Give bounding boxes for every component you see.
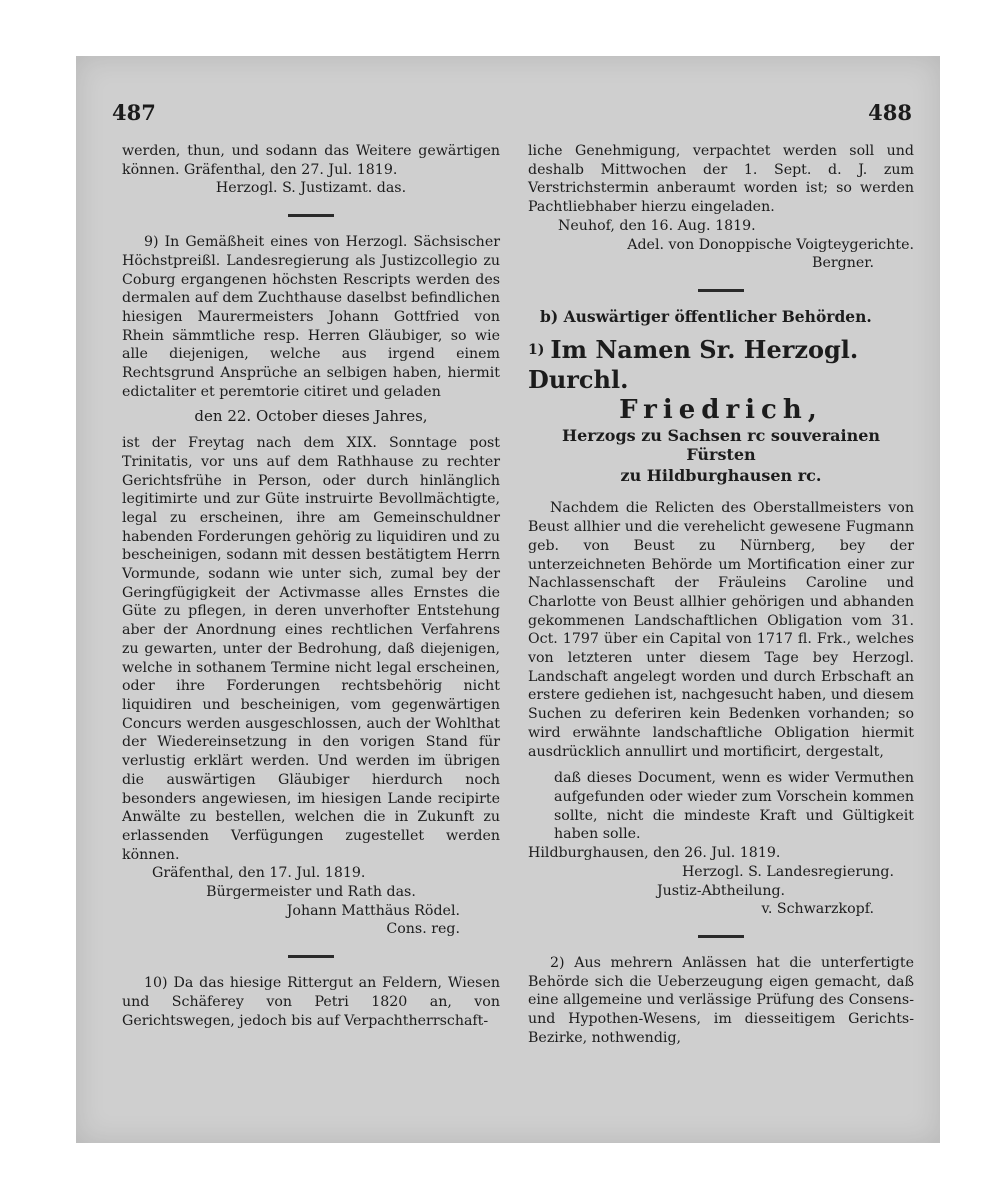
notice-9-date: den 22. October dieses Jahres, xyxy=(194,407,428,426)
decree-title-line-4: zu Hildburghausen rc. xyxy=(620,465,822,485)
notice-9-signature-title: Cons. reg. xyxy=(386,921,460,938)
notice-10-signature-name: Bergner. xyxy=(812,255,874,272)
page-number-right: 488 xyxy=(868,100,912,125)
notice-10-continued: liche Genehmigung, verpachtet werden soll und deshalb Mittwochen der 1. Sept. d. J. zum Verstrichstermin anberaumt worden ist; so werden Pachtliebhaber hierzu eingeladen. xyxy=(528,143,914,216)
decree-signature-name: v. Schwarzkopf. xyxy=(761,901,874,918)
separator-rule xyxy=(698,935,744,938)
notice-9-text: 9) In Gemäßheit eines von Herzogl. Sächsischer Höchstpreißl. Landesregierung als Justizcollegio zu Coburg ergangenen höchsten Rescripts werden des dermalen auf dem Zuchthause daselbst befindlichen hiesigen Maurermeisters Johann Gottfried von Rhein sämmtliche resp. Herren Gläubiger, so wie alle diejenigen, welche aus irgend einem Rechtsgrund Ansprüche an selbigen haben, hiermit edictaliter et peremtorie citiret und geladen xyxy=(122,234,500,400)
decree-quote xyxy=(554,769,914,844)
separator-rule xyxy=(698,289,744,292)
left-column xyxy=(122,142,500,1030)
section-heading: b) Auswärtiger öffentlicher Behörden. xyxy=(540,306,872,326)
book-spread xyxy=(76,56,940,1143)
right-column xyxy=(528,142,914,1047)
notice-9-signature-council: Bürgermeister und Rath das. xyxy=(206,884,416,901)
decree-place-date: Hildburghausen, den 26. Jul. 1819. xyxy=(528,845,781,862)
page-number-left: 487 xyxy=(112,100,156,125)
notice-10-text: 10) Da das hiesige Rittergut an Feldern, Wiesen und Schäferey von Petri 1820 an, von Gerichtswegen, jedoch bis auf Verpachtherrschaft- xyxy=(122,975,500,1029)
decree-title-line-1 xyxy=(528,335,914,395)
notice-10-signature-court: Adel. von Donoppische Voigteygerichte. xyxy=(627,236,914,253)
decree-title-text: Im Namen Sr. Herzogl. Durchl. xyxy=(528,334,859,394)
notice-9-text-continued: ist der Freytag nach dem XIX. Sonntage post Trinitatis, vor uns auf dem Rathhause zu rechter Gerichtsfrühe in Person, oder durch hinlänglich legitimirte und zur Güte instruirte Bevollmächtigte, legal zu erscheinen, ihre am Gemeinschuldner habenden Forderungen gehörig zu liquidiren und zu bescheinigen, sodann mit dessen bestätigtem Herrn Vormunde, sodann wie unter sich, zumal bey der Geringfügigkeit der Activmasse alles Ernstes die Güte zu pflegen, in deren unverhofter Entstehung aber der Anordnung eines rechtlichen Verfahrens zu gewarten, unter der Bedrohung, daß diejenigen, welche in sothanem Termine nicht legal erscheinen, oder ihre Forderungen rechtsbehörig nicht liquidiren und bescheinigen, vom gegenwärtigen Concurs werden ausgeschlossen, auch der Wohlthat der Wiedereinsetzung in den vorigen Stand für verlustig erklärt werden. Und werden im übrigen die auswärtigen Gläubiger hierdurch noch besonders angewiesen, im hiesigen Lande recipirte Anwälte zu bestellen, welchen die in Zukunft zu erlassenden Verfügungen zugestellet werden können. xyxy=(122,435,500,863)
separator-rule xyxy=(288,214,334,217)
decree-title-name: Friedrich, xyxy=(619,394,823,425)
decree-quote-text: daß dieses Document, wenn es wider Vermuthen aufgefunden oder wieder zum Vorschein kommen sollte, nicht die mindeste Kraft und Gültigkeit haben solle. xyxy=(554,770,914,843)
notice-9-place-date: Gräfenthal, den 17. Jul. 1819. xyxy=(152,865,366,882)
decree-signature-authority: Herzogl. S. Landesregierung. xyxy=(681,863,894,880)
separator-rule xyxy=(288,955,334,958)
intro-signature: Herzogl. S. Justizamt. das. xyxy=(215,180,407,197)
intro-text: werden, thun, und sodann das Weitere gewärtigen können. Gräfenthal, den 27. Jul. 1819. xyxy=(122,143,500,178)
notice-10-place-date: Neuhof, den 16. Aug. 1819. xyxy=(558,217,756,234)
decree-body: Nachdem die Relicten des Oberstallmeisters von Beust allhier und die verehelicht gewesene Fugmann geb. von Beust zu Nürnberg, bey der unterzeichneten Behörde um Mortification einer zur Nachlassenschaft der Fräuleins Caroline und Charlotte von Beust allhier gehörigen und abhanden gekommenen Landschaftlichen Obligation vom 31. Oct. 1797 über ein Capital von 1717 fl. Frk., welches von letzteren unter diesem Tage bey Herzogl. Landschaft angelegt worden und durch Erbschaft an erstere gediehen ist, nachgesucht haben, und diesem Suchen zu deferiren kein Bedenken vorhanden; so wird erwähnte landschaftliche Obligation hiermit ausdrücklich annullirt und mortificirt, dergestalt, xyxy=(528,500,914,760)
decree-number: 1) xyxy=(528,341,545,358)
notice-2-text: 2) Aus mehrern Anlässen hat die unterfertigte Behörde sich die Ueberzeugung eigen gemacht, daß eine allgemeine und verlässige Prüfung des Consens- und Hypothen-Wesens, im diesseitigem Gerichts-Bezirke, nothwendig, xyxy=(528,954,914,1046)
notice-9-signature-name: Johann Matthäus Rödel. xyxy=(286,902,460,919)
decree-title-line-3: Herzogs zu Sachsen rc souverainen Fürsten xyxy=(561,426,881,465)
decree-signature-department: Justiz-Abtheilung. xyxy=(656,882,786,899)
